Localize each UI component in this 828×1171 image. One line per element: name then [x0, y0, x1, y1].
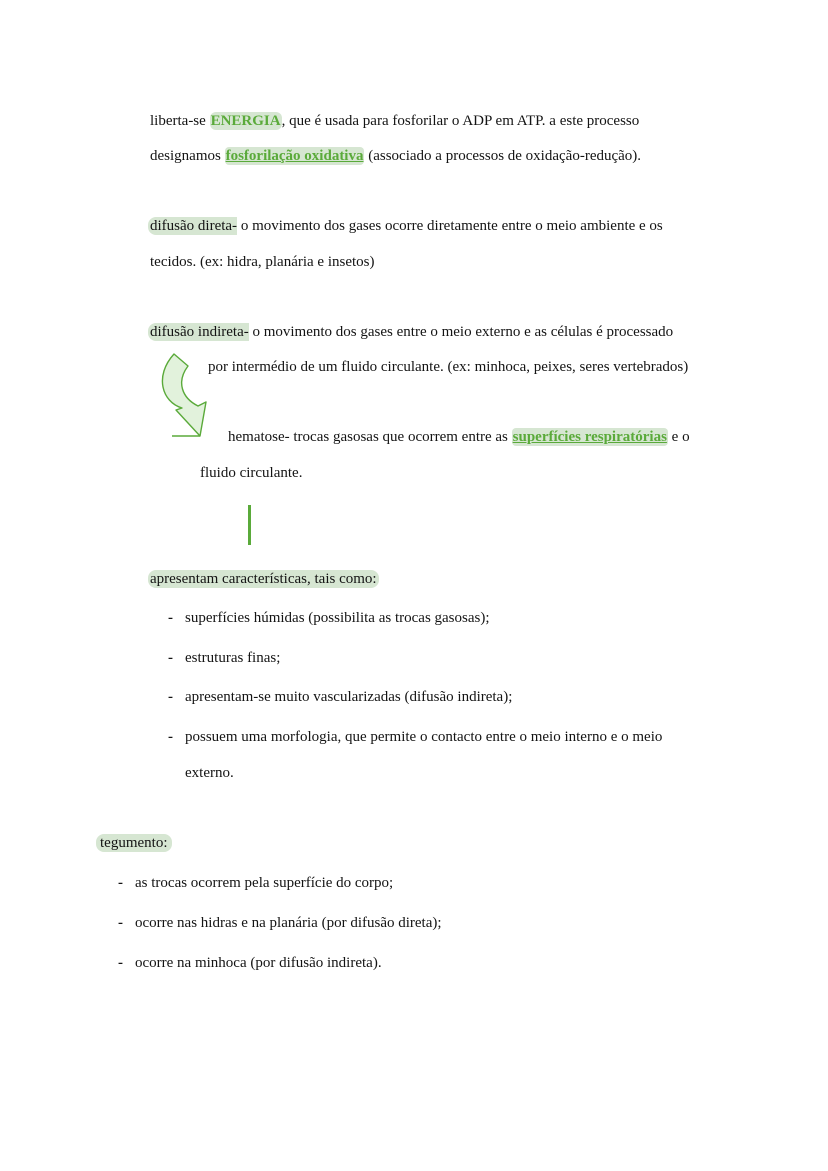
- tegumento-item-2: ocorre nas hidras e na planária (por difusão direta);: [135, 915, 442, 931]
- bullet-dash: -: [168, 729, 173, 745]
- text-fragment: liberta-se: [150, 113, 210, 129]
- caracteristicas-item-4-cont: externo.: [185, 765, 234, 781]
- label-difusao-direta: difusão direta-: [150, 218, 238, 234]
- tegumento-item-3: ocorre na minhoca (por difusão indireta).: [135, 955, 382, 971]
- text-fragment: e o: [667, 429, 690, 445]
- text-fragment: hematose- trocas gasosas que ocorrem entre as: [228, 429, 512, 445]
- bullet-dash: -: [168, 689, 173, 705]
- bullet-dash: -: [168, 650, 173, 666]
- keyword-superficies-respiratorias: superfícies respiratórias: [512, 429, 667, 445]
- caracteristicas-heading: [148, 569, 379, 589]
- text-fragment: , que é usada para fosforilar o ADP em ATP. a este processo: [281, 113, 640, 129]
- vertical-bar-marker: [248, 505, 251, 545]
- direta-line-1: [148, 216, 663, 236]
- keyword-fosforilacao: fosforilação oxidativa: [225, 148, 364, 164]
- label-difusao-indireta: difusão indireta-: [150, 324, 249, 340]
- caracteristicas-item-2: estruturas finas;: [185, 650, 281, 666]
- para-atp-line-2: [150, 146, 641, 166]
- indireta-line-1: [148, 322, 673, 342]
- text-fragment: o movimento dos gases entre o meio externo e as células é processado: [248, 324, 674, 340]
- indireta-line-2: por intermédio de um fluido circulante. (ex: minhoca, peixes, seres vertebrados): [208, 359, 689, 375]
- hematose-line-1: [228, 427, 690, 447]
- heading-highlight: tegumento:: [96, 834, 172, 852]
- caracteristicas-item-3: apresentam-se muito vascularizadas (difusão indireta);: [185, 689, 513, 705]
- bullet-dash: -: [168, 610, 173, 626]
- text-fragment: designamos: [150, 148, 225, 164]
- hematose-line-2: fluido circulante.: [200, 465, 303, 481]
- heading-highlight: apresentam características, tais como:: [150, 571, 377, 587]
- bullet-dash: -: [118, 915, 123, 931]
- para-atp-line-1: [150, 111, 639, 131]
- bullet-dash: -: [118, 875, 123, 891]
- caracteristicas-item-4: possuem uma morfologia, que permite o contacto entre o meio interno e o meio: [185, 729, 663, 745]
- bullet-dash: -: [118, 955, 123, 971]
- text-fragment: o movimento dos gases ocorre diretamente entre o meio ambiente e os: [237, 218, 663, 234]
- direta-line-2: tecidos. (ex: hidra, planária e insetos): [150, 254, 375, 270]
- tegumento-heading: [96, 833, 172, 853]
- tegumento-item-1: as trocas ocorrem pela superfície do corpo;: [135, 875, 394, 891]
- text-fragment: (associado a processos de oxidação-redução).: [364, 148, 642, 164]
- keyword-energia: ENERGIA: [210, 113, 281, 129]
- curved-arrow-icon: [158, 350, 214, 442]
- caracteristicas-item-1: superfícies húmidas (possibilita as trocas gasosas);: [185, 610, 490, 626]
